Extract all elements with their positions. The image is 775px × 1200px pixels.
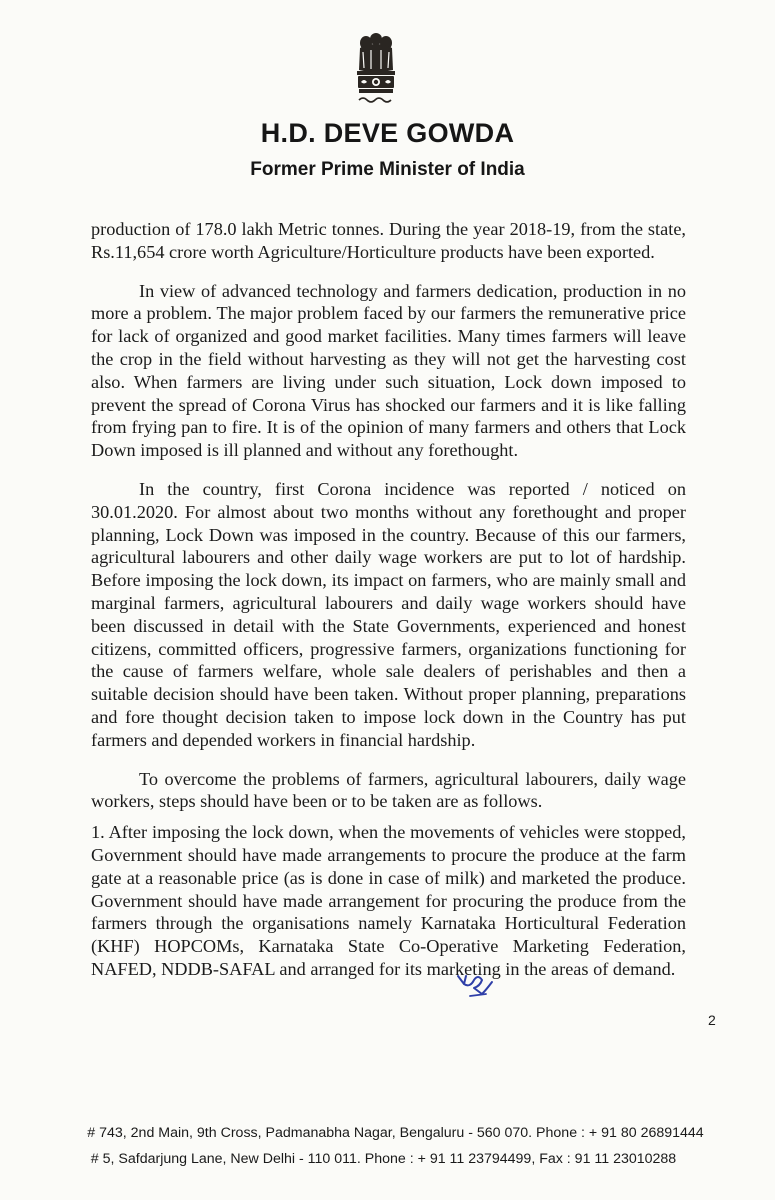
handwritten-initials-icon: [452, 970, 498, 1000]
national-emblem-icon: [351, 30, 401, 108]
footer-address-delhi: # 5, Safdarjung Lane, New Delhi - 110 011. Phone : + 91 11 23794499, Fax : 91 11 23010288: [90, 1151, 677, 1167]
letter-body: [91, 218, 686, 997]
paragraph-lockdown: In the country, first Corona incidence was reported / noticed on 30.01.2020. For almost about two months without any forethought and proper planning, Lock Down was imposed in the country. Because of this our farmers, agricultural labourers and other daily wage workers are put to lot of hardship. Before imposing the lock down, its impact on farmers, who are mainly small and marginal farmers, agricultural labourers and daily wage workers should have been discussed in detail with the State Governments, experienced and honest citizens, committed officers, progressive farmers, organizations functioning for the cause of farmers welfare, whole sale dealers of perishables and then a suitable decision should have been taken. Without proper planning, preparations and fore thought decision taken to impose lock down in the Country has put farmers and depended workers in financial hardship.: [91, 478, 686, 750]
page-number: 2: [708, 1012, 716, 1028]
footer-address-bengaluru: # 743, 2nd Main, 9th Cross, Padmanabha Nagar, Bengaluru - 560 070. Phone : + 91 80 26891444: [87, 1125, 704, 1141]
paragraph-production: production of 178.0 lakh Metric tonnes. During the year 2018-19, from the state, Rs.11,654 crore worth Agriculture/Horticulture products have been exported.: [91, 219, 686, 262]
letterhead-title: Former Prime Minister of India: [250, 159, 525, 180]
letterhead-name: H.D. DEVE GOWDA: [260, 118, 515, 148]
paragraph-steps-intro: To overcome the problems of farmers, agricultural labourers, daily wage workers, steps should have been or to be taken are as follows.: [91, 768, 686, 812]
paragraph-technology: In view of advanced technology and farmers dedication, production in no more a problem. The major problem faced by our farmers the remunerative price for lack of organized and good market facilities. Many times farmers will leave the crop in the field without harvesting as they will not get the harvesting cost also. When farmers are living under such situation, Lock down imposed to prevent the spread of Corona Virus has shocked our farmers and it is like falling from frying pan to fire. It is of the opinion of many farmers and others that Lock Down imposed is ill planned and without any forethought.: [91, 280, 686, 461]
paragraph-step-1: 1. After imposing the lock down, when the movements of vehicles were stopped, Government should have made arrangements to procure the produce at the farm gate at a reasonable price (as is done in case of milk) and marketed the produce. Government should have made arrangement for procuring the produce from the farmers through the organisations namely Karnataka Horticultural Federation (KHF) HOPCOMs, Karnataka State Co-Operative Marketing Federation, NAFED, NDDB-SAFAL and arranged for its marketing in the areas of demand.: [91, 822, 686, 979]
